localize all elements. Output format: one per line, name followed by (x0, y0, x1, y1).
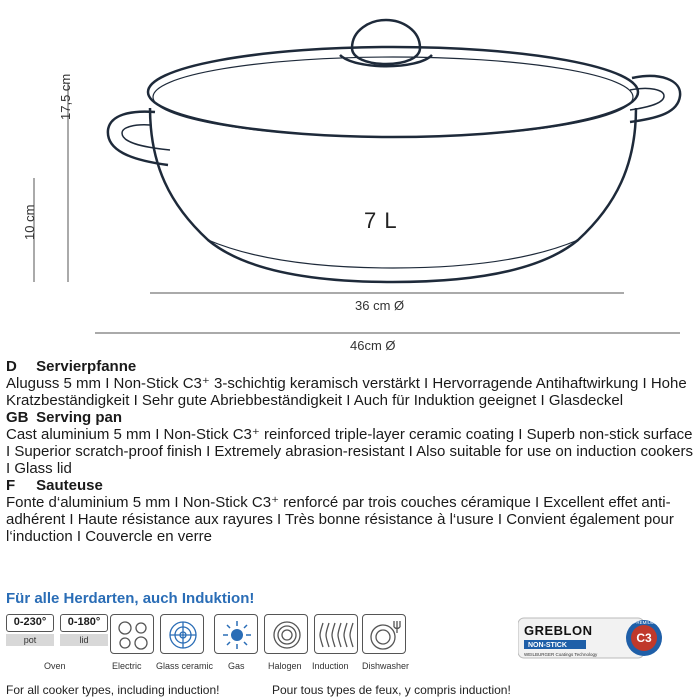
section-de (6, 358, 696, 409)
logo-sub: NON-STICK (528, 642, 567, 649)
lid-temp-value: 0-180° (60, 614, 108, 632)
capacity-label: 7 L (364, 208, 398, 233)
footer-french: Pour tous types de feux, y compris induction! (272, 683, 511, 697)
logo-ring: PREMIUM (633, 620, 655, 625)
section-text: Cast aluminium 5 mm I Non-Stick C3⁺ reinforced triple-layer ceramic coating I Superb non-stick surface I Superior scratch-proof finish I Extremely abrasion-resistant I Also suitable for use on induction cookers I Glass lid (6, 426, 693, 477)
glass-ceramic-icon (160, 614, 204, 654)
oven-temp-sub: pot (6, 634, 54, 646)
dishwasher-icon (362, 614, 406, 654)
oven-caption: Oven (44, 661, 66, 671)
height-total-label: 17,5 cm (58, 73, 73, 120)
section-gb (6, 409, 696, 477)
cooker-icons (6, 614, 426, 678)
halogen-caption: Halogen (268, 661, 302, 671)
glass-ceramic-caption: Glass ceramic (156, 661, 214, 671)
section-title: Serving pan (36, 409, 123, 426)
dishwasher-caption: Dishwasher (362, 661, 410, 671)
logo-badge: C3 (636, 631, 652, 645)
section-text: Aluguss 5 mm I Non-Stick C3⁺ 3-schichtig keramisch verstärkt I Hervorragende Antihaftwirkung I Hohe Kratzbeständigkeit I Sehr gute Abriebbeständigkeit I Auch für Induktion geeignet I Glasdeckel (6, 375, 687, 409)
width-inner-label: 36 cm Ø (355, 298, 405, 313)
induction-caption: Induction (312, 661, 349, 671)
width-outer-label: 46cm Ø (350, 338, 396, 353)
section-text: Fonte d‘aluminium 5 mm I Non-Stick C3⁺ renforcé par trois couches céramique I Excellent effet anti-adhérent I Haute résistance aux rayures I Très bonne résistance à l‘usure I Convient également pour l‘induction I Couvercle en verre (6, 494, 674, 545)
logo-small: WEILBURGER Coatings Technology (524, 652, 598, 657)
greblon-logo (518, 614, 666, 664)
product-description (6, 358, 696, 545)
halogen-icon (264, 614, 308, 654)
logo-brand: GREBLON (524, 623, 593, 638)
lang-code: F (6, 477, 16, 494)
section-title: Sauteuse (36, 477, 103, 494)
cooker-headline: Für alle Herdarten, auch Induktion! (6, 590, 255, 607)
oven-temp-value: 0-230° (6, 614, 54, 632)
footer-english: For all cooker types, including induction! (6, 683, 220, 697)
oven-temp-icon (6, 614, 54, 658)
section-title: Servierpfanne (36, 358, 137, 375)
lid-temp-sub: lid (60, 634, 108, 646)
section-fr (6, 477, 696, 545)
lang-code: D (6, 358, 17, 375)
induction-icon (314, 614, 358, 654)
height-body-label: 10 cm (22, 204, 37, 240)
gas-caption: Gas (228, 661, 245, 671)
lid-temp-icon (60, 614, 108, 658)
gas-icon (214, 614, 258, 654)
electric-icon (110, 614, 154, 654)
lang-code: GB (6, 409, 29, 426)
electric-caption: Electric (112, 661, 142, 671)
